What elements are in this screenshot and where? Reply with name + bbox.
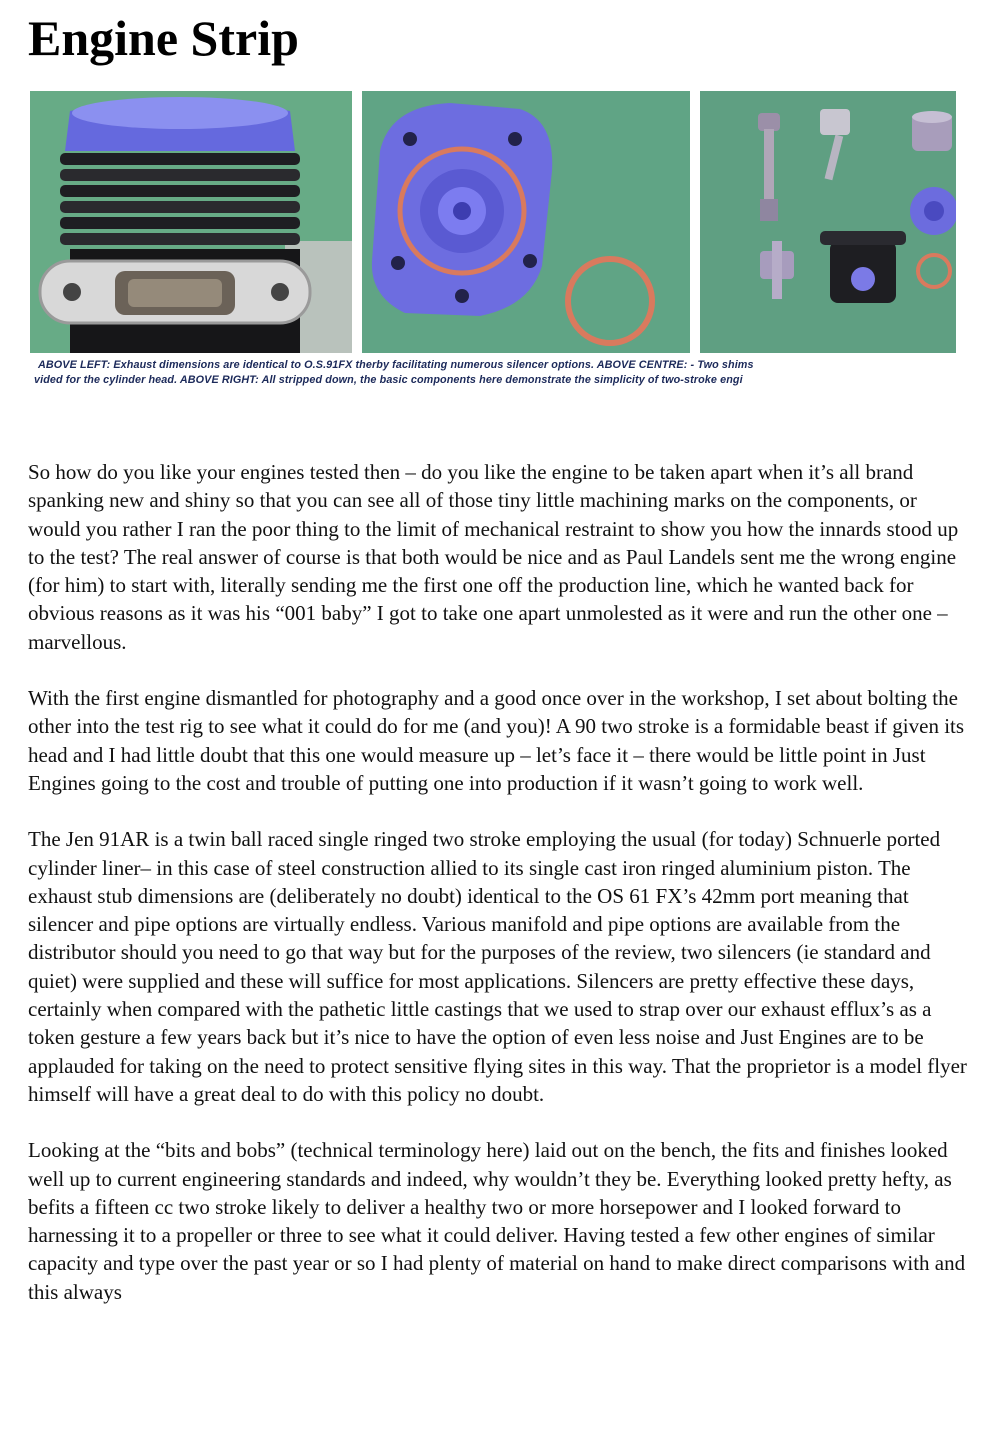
photo-separator [690,91,700,353]
article-paragraph: So how do you like your engines tested then – do you like the engine to be taken apart when it’s all brand spanking new and shiny so that you can see all of those tiny little machining marks on the components, or would you rather I ran the poor thing to the limit of mechanical restraint to show you how the innards stood up to the test? The real answer of course is that both would be nice and as Paul Landels sent me the wrong engine (for him) to start with, literally sending me the first one off the production line, which he wanted back for obvious reasons as it was his “001 baby” I got to take one apart unmolested as it were and run the other one – marvellous. [28,460,959,654]
photo-caption [30,353,956,401]
article-paragraph: With the first engine dismantled for photography and a good once over in the workshop, I set about bolting the other into the test rig to see what it could do for me (and you)! A 90 two stroke is a formidable beast if given its head and I had little doubt that this one would measure up – let’s face it – there would be little point in Just Engines going to the cost and trouble of putting one into production if it wasn’t going to work well. [28,686,965,795]
photo-caption-line: ABOVE LEFT: Exhaust dimensions are identical to O.S.91FX therby facilitating numerous silencer options. ABOVE CENTRE: - Two shims [38,359,754,371]
photo-head-shims [362,91,690,353]
page-title: Engine Strip [28,10,299,66]
photo-caption-line: vided for the cylinder head. ABOVE RIGHT: All stripped down, the basic components here demonstrate the simplicity of two-stroke engi [34,374,743,386]
photo-separator [352,91,362,353]
photo-exhaust-view [30,91,352,353]
article-body [28,458,968,1334]
article-paragraph: The Jen 91AR is a twin ball raced single ringed two stroke employing the usual (for today) Schnuerle ported cylinder liner– in this case of steel construction allied to its single cast iron ringed aluminium piston. The exhaust stub dimensions are (deliberately no doubt) identical to the OS 61 FX’s 42mm port meaning that silencer and pipe options are virtually endless. Various manifold and pipe options are available from the distributor should you need to go that way but for the purposes of the review, two silencers (ie standard and quiet) were supplied and these will suffice for most applications. Silencers are pretty effective these days, certainly when compared with the pathetic little castings that we used to strap over our exhaust efflux’s as a token gesture a few years back but it’s nice to have the option of even less noise and Just Engines are to be applauded for taking on the need to protect sensitive flying sites in this way. That the proprietor is a model flyer himself will have a great deal to do with this policy no doubt. [28,827,967,1106]
engine-photos [30,91,956,353]
photo-strip [30,91,956,401]
photo-components [700,91,956,353]
article-paragraph: Looking at the “bits and bobs” (technical terminology here) laid out on the bench, the fits and finishes looked well up to current engineering standards and indeed, why wouldn’t they be. Everything looked pretty hefty, as befits a fifteen cc two stroke likely to deliver a healthy two or more horsepower and I looked forward to harnessing it to a propeller or three to see what it could deliver. Having tested a few other engines of similar capacity and type over the past year or so I had plenty of material on hand to make direct comparisons with and this always [28,1138,966,1304]
